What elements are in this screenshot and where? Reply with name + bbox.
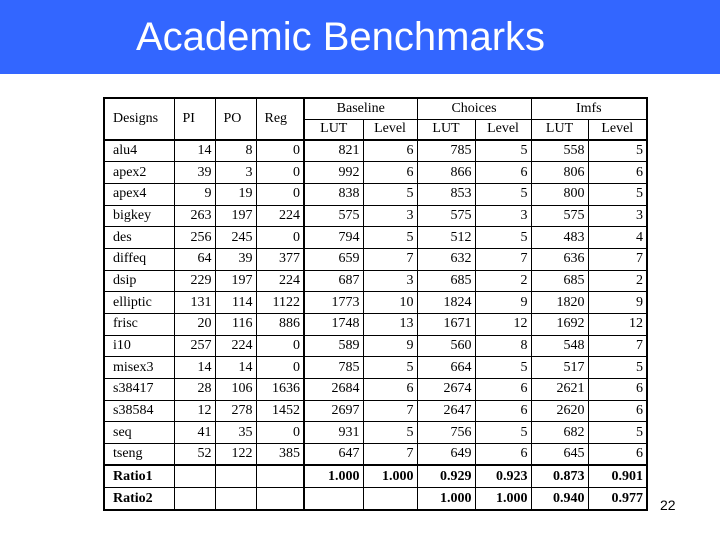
cell-choices-level: 12 (475, 314, 531, 336)
cell-choices-lut: 0.929 (417, 465, 475, 487)
header-choices-lut: LUT (417, 119, 475, 140)
cell-baseline-level: 5 (363, 227, 417, 249)
cell-reg (256, 488, 304, 510)
cell-reg: 385 (256, 444, 304, 466)
cell-baseline-lut: 589 (304, 335, 363, 357)
cell-design: s38417 (104, 379, 174, 401)
cell-choices-lut: 632 (417, 248, 475, 270)
cell-baseline-level: 5 (363, 183, 417, 205)
cell-po: 106 (215, 379, 256, 401)
cell-pi: 263 (174, 205, 215, 227)
cell-design: s38584 (104, 400, 174, 422)
cell-choices-level: 1.000 (475, 488, 531, 510)
benchmark-table (103, 97, 648, 511)
header-choices-level: Level (475, 119, 531, 140)
cell-choices-level: 0.923 (475, 465, 531, 487)
header-reg: Reg (256, 98, 304, 140)
cell-choices-level: 5 (475, 140, 531, 162)
cell-choices-lut: 853 (417, 183, 475, 205)
cell-po: 197 (215, 205, 256, 227)
cell-reg: 0 (256, 335, 304, 357)
cell-pi: 12 (174, 400, 215, 422)
cell-baseline-level: 7 (363, 400, 417, 422)
cell-po: 19 (215, 183, 256, 205)
cell-reg: 886 (256, 314, 304, 336)
cell-pi: 20 (174, 314, 215, 336)
cell-reg: 0 (256, 162, 304, 184)
cell-baseline-lut: 1.000 (304, 465, 363, 487)
table-row (104, 314, 647, 336)
cell-baseline-lut: 659 (304, 248, 363, 270)
cell-pi: 131 (174, 292, 215, 314)
cell-pi: 41 (174, 422, 215, 444)
header-choices: Choices (417, 98, 531, 119)
cell-choices-level: 9 (475, 292, 531, 314)
cell-pi (174, 465, 215, 487)
cell-po: 224 (215, 335, 256, 357)
cell-choices-lut: 664 (417, 357, 475, 379)
cell-reg (256, 465, 304, 487)
cell-choices-lut: 1.000 (417, 488, 475, 510)
cell-imfs-lut: 575 (531, 205, 588, 227)
cell-po (215, 465, 256, 487)
cell-imfs-lut: 548 (531, 335, 588, 357)
cell-po: 114 (215, 292, 256, 314)
cell-imfs-level: 6 (588, 400, 647, 422)
cell-baseline-level: 3 (363, 205, 417, 227)
cell-baseline-level: 7 (363, 248, 417, 270)
cell-imfs-lut: 0.873 (531, 465, 588, 487)
cell-po: 245 (215, 227, 256, 249)
cell-choices-level: 5 (475, 422, 531, 444)
cell-reg: 0 (256, 183, 304, 205)
cell-po: 278 (215, 400, 256, 422)
cell-imfs-lut: 2621 (531, 379, 588, 401)
table-row (104, 205, 647, 227)
cell-reg: 0 (256, 140, 304, 162)
table-row (104, 227, 647, 249)
cell-imfs-lut: 2620 (531, 400, 588, 422)
cell-choices-lut: 2647 (417, 400, 475, 422)
cell-choices-lut: 512 (417, 227, 475, 249)
cell-pi: 257 (174, 335, 215, 357)
cell-reg: 0 (256, 422, 304, 444)
title-bar (0, 0, 720, 74)
cell-imfs-level: 7 (588, 335, 647, 357)
cell-choices-lut: 1671 (417, 314, 475, 336)
cell-choices-lut: 785 (417, 140, 475, 162)
cell-imfs-level: 4 (588, 227, 647, 249)
cell-design: Ratio2 (104, 488, 174, 510)
table-row (104, 248, 647, 270)
cell-po: 8 (215, 140, 256, 162)
cell-choices-level: 6 (475, 444, 531, 466)
cell-choices-level: 6 (475, 400, 531, 422)
cell-po: 122 (215, 444, 256, 466)
cell-choices-lut: 575 (417, 205, 475, 227)
cell-imfs-lut: 517 (531, 357, 588, 379)
cell-baseline-lut: 992 (304, 162, 363, 184)
cell-imfs-lut: 806 (531, 162, 588, 184)
cell-pi: 52 (174, 444, 215, 466)
cell-baseline-lut: 2697 (304, 400, 363, 422)
cell-baseline-lut: 838 (304, 183, 363, 205)
cell-design: misex3 (104, 357, 174, 379)
cell-baseline-level (363, 488, 417, 510)
cell-baseline-lut: 647 (304, 444, 363, 466)
header-baseline: Baseline (304, 98, 417, 119)
cell-pi: 28 (174, 379, 215, 401)
cell-design: i10 (104, 335, 174, 357)
table-row (104, 422, 647, 444)
cell-imfs-level: 2 (588, 270, 647, 292)
table-row (104, 292, 647, 314)
cell-choices-level: 5 (475, 183, 531, 205)
cell-design: des (104, 227, 174, 249)
cell-design: bigkey (104, 205, 174, 227)
cell-reg: 1452 (256, 400, 304, 422)
slide-number: 22 (660, 497, 676, 513)
cell-po: 39 (215, 248, 256, 270)
cell-choices-level: 2 (475, 270, 531, 292)
cell-design: frisc (104, 314, 174, 336)
cell-imfs-level: 7 (588, 248, 647, 270)
cell-imfs-level: 5 (588, 140, 647, 162)
cell-imfs-level: 12 (588, 314, 647, 336)
cell-pi: 39 (174, 162, 215, 184)
cell-po (215, 488, 256, 510)
cell-imfs-lut: 1692 (531, 314, 588, 336)
cell-pi: 229 (174, 270, 215, 292)
ratio-row (104, 488, 647, 510)
cell-choices-level: 5 (475, 357, 531, 379)
cell-pi: 9 (174, 183, 215, 205)
cell-design: apex4 (104, 183, 174, 205)
cell-choices-lut: 649 (417, 444, 475, 466)
table-row (104, 400, 647, 422)
cell-baseline-level: 6 (363, 140, 417, 162)
cell-reg: 0 (256, 227, 304, 249)
cell-imfs-level: 9 (588, 292, 647, 314)
cell-pi: 14 (174, 357, 215, 379)
cell-choices-level: 6 (475, 162, 531, 184)
cell-design: seq (104, 422, 174, 444)
cell-reg: 224 (256, 205, 304, 227)
cell-choices-lut: 560 (417, 335, 475, 357)
cell-baseline-level: 10 (363, 292, 417, 314)
cell-imfs-level: 6 (588, 444, 647, 466)
cell-imfs-lut: 558 (531, 140, 588, 162)
table-body (104, 140, 647, 510)
header-pi: PI (174, 98, 215, 140)
cell-imfs-level: 5 (588, 183, 647, 205)
cell-imfs-lut: 645 (531, 444, 588, 466)
cell-choices-level: 5 (475, 227, 531, 249)
cell-imfs-lut: 800 (531, 183, 588, 205)
cell-po: 197 (215, 270, 256, 292)
header-designs: Designs (104, 98, 174, 140)
cell-pi: 256 (174, 227, 215, 249)
cell-choices-level: 3 (475, 205, 531, 227)
table-row (104, 335, 647, 357)
header-imfs-level: Level (588, 119, 647, 140)
cell-imfs-level: 6 (588, 162, 647, 184)
cell-baseline-level: 6 (363, 379, 417, 401)
cell-choices-level: 6 (475, 379, 531, 401)
cell-design: apex2 (104, 162, 174, 184)
table-row (104, 444, 647, 466)
cell-po: 35 (215, 422, 256, 444)
cell-choices-lut: 1824 (417, 292, 475, 314)
cell-baseline-level: 7 (363, 444, 417, 466)
cell-baseline-lut: 575 (304, 205, 363, 227)
ratio-row (104, 465, 647, 487)
header-imfs-lut: LUT (531, 119, 588, 140)
cell-baseline-lut: 821 (304, 140, 363, 162)
cell-baseline-level: 6 (363, 162, 417, 184)
cell-choices-lut: 866 (417, 162, 475, 184)
table-row (104, 183, 647, 205)
cell-choices-level: 7 (475, 248, 531, 270)
table-row (104, 140, 647, 162)
cell-design: diffeq (104, 248, 174, 270)
cell-reg: 377 (256, 248, 304, 270)
cell-imfs-level: 5 (588, 357, 647, 379)
cell-design: dsip (104, 270, 174, 292)
cell-baseline-lut: 931 (304, 422, 363, 444)
cell-choices-lut: 2674 (417, 379, 475, 401)
cell-imfs-lut: 636 (531, 248, 588, 270)
cell-baseline-level: 13 (363, 314, 417, 336)
cell-design: Ratio1 (104, 465, 174, 487)
cell-imfs-level: 3 (588, 205, 647, 227)
cell-design: alu4 (104, 140, 174, 162)
cell-baseline-lut: 2684 (304, 379, 363, 401)
header-imfs: Imfs (531, 98, 647, 119)
cell-baseline-level: 5 (363, 422, 417, 444)
cell-pi: 14 (174, 140, 215, 162)
cell-baseline-lut: 785 (304, 357, 363, 379)
cell-baseline-lut: 687 (304, 270, 363, 292)
cell-reg: 1636 (256, 379, 304, 401)
cell-baseline-lut: 1748 (304, 314, 363, 336)
slide-title: Academic Benchmarks (136, 15, 546, 59)
cell-choices-level: 8 (475, 335, 531, 357)
cell-imfs-lut: 682 (531, 422, 588, 444)
cell-baseline-level: 3 (363, 270, 417, 292)
cell-reg: 224 (256, 270, 304, 292)
cell-po: 14 (215, 357, 256, 379)
cell-baseline-lut: 1773 (304, 292, 363, 314)
header-baseline-level: Level (363, 119, 417, 140)
cell-imfs-level: 0.977 (588, 488, 647, 510)
cell-imfs-lut: 483 (531, 227, 588, 249)
table-row (104, 379, 647, 401)
cell-baseline-level: 5 (363, 357, 417, 379)
cell-design: elliptic (104, 292, 174, 314)
cell-pi: 64 (174, 248, 215, 270)
table-row (104, 357, 647, 379)
cell-choices-lut: 685 (417, 270, 475, 292)
table-row (104, 162, 647, 184)
cell-design: tseng (104, 444, 174, 466)
cell-reg: 0 (256, 357, 304, 379)
cell-po: 116 (215, 314, 256, 336)
cell-reg: 1122 (256, 292, 304, 314)
cell-imfs-level: 5 (588, 422, 647, 444)
cell-baseline-lut: 794 (304, 227, 363, 249)
cell-imfs-lut: 685 (531, 270, 588, 292)
cell-baseline-level: 9 (363, 335, 417, 357)
cell-choices-lut: 756 (417, 422, 475, 444)
cell-imfs-lut: 0.940 (531, 488, 588, 510)
cell-imfs-level: 0.901 (588, 465, 647, 487)
cell-imfs-level: 6 (588, 379, 647, 401)
header-baseline-lut: LUT (304, 119, 363, 140)
cell-baseline-level: 1.000 (363, 465, 417, 487)
header-po: PO (215, 98, 256, 140)
cell-pi (174, 488, 215, 510)
cell-po: 3 (215, 162, 256, 184)
cell-baseline-lut (304, 488, 363, 510)
table-row (104, 270, 647, 292)
cell-imfs-lut: 1820 (531, 292, 588, 314)
